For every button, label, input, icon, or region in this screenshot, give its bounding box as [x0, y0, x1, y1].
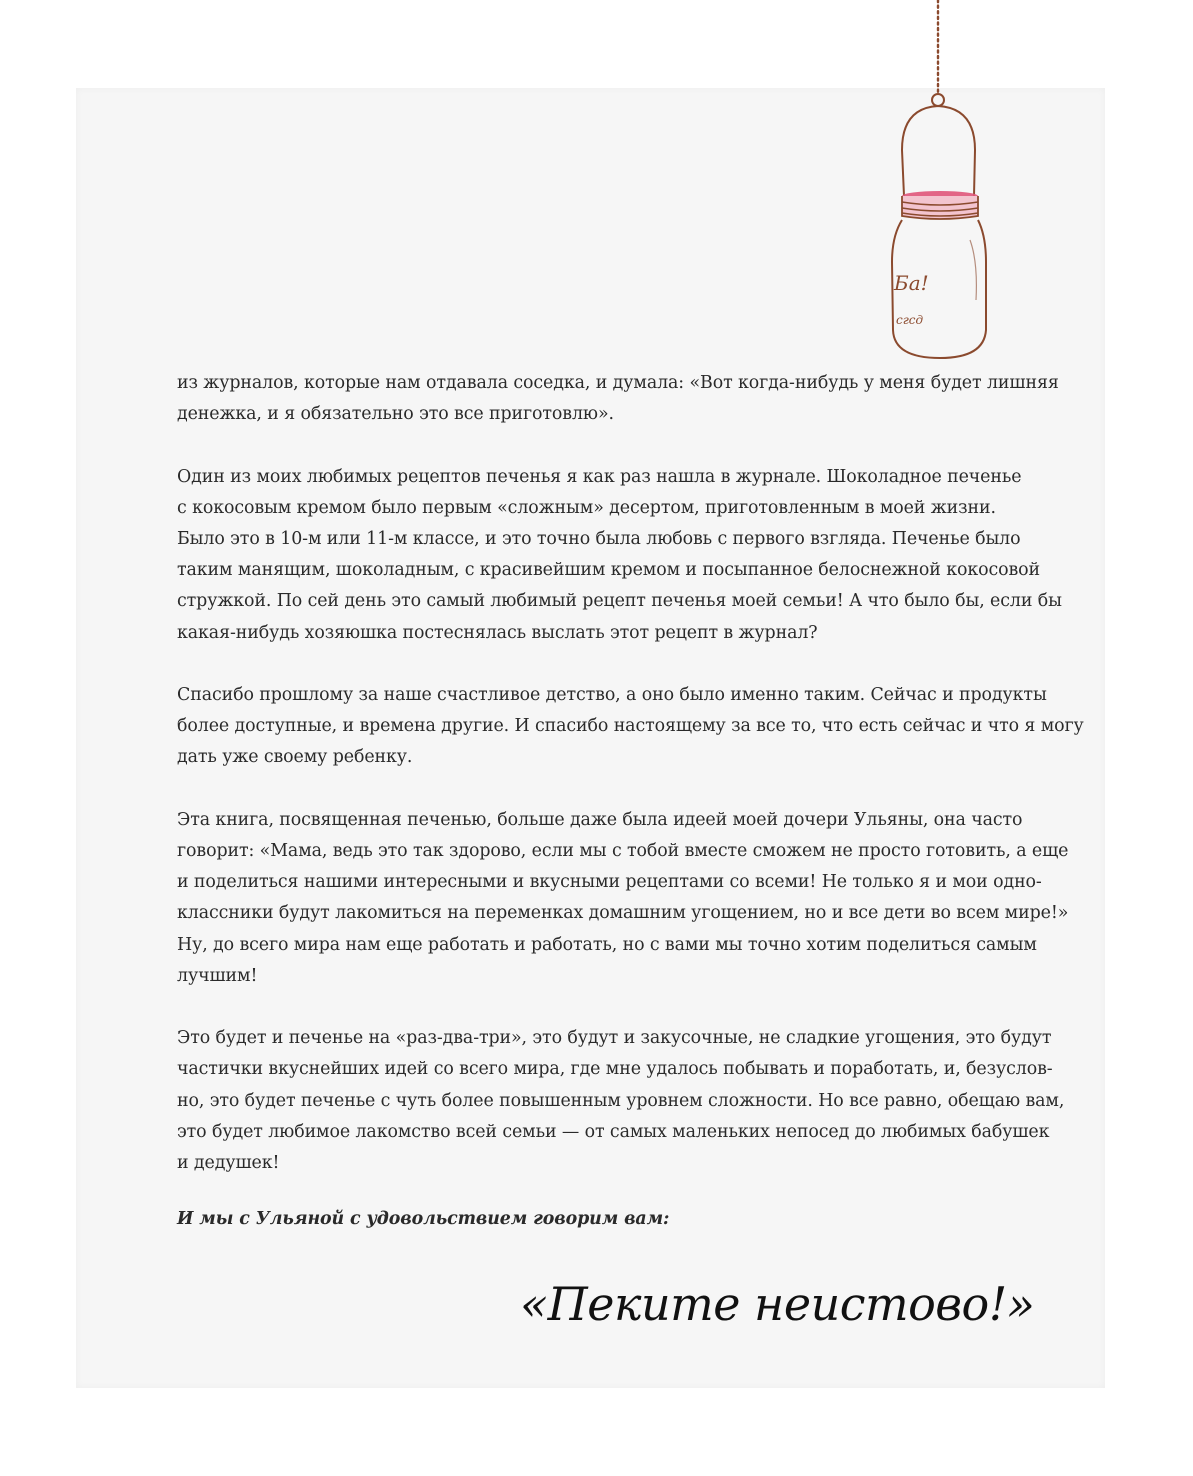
paragraph-line: и поделиться нашими интересными и вкусными рецептами со всеми! Не только я и мои одно- — [177, 872, 1042, 893]
paragraph-line: более доступные, и времена другие. И спасибо настоящему за все то, что есть сейчас и что я могу — [177, 716, 1084, 737]
body-text — [177, 368, 1084, 1267]
jar-label-2: сгсд — [896, 313, 924, 327]
paragraph-line: частички вкуснейших идей со всего мира, где мне удалось побывать и поработать, и, безуслов- — [177, 1059, 1053, 1080]
paragraph-line: стружкой. По сей день это самый любимый рецепт печенья моей семьи! А что было бы, если бы — [177, 591, 1062, 612]
paragraph-line: из журналов, которые нам отдавала соседка, и думала: «Вот когда-нибудь у меня будет лишняя — [177, 373, 1059, 393]
paragraph-line: классники будут лакомиться на переменках домашним угощением, но и все дети во всем мире!» — [177, 903, 1069, 924]
paragraph-line: Было это в 10-м или 11-м классе, и это точно была любовь с первого взгляда. Печенье было — [177, 529, 1021, 549]
paragraph-1 — [177, 368, 1059, 430]
paragraph-line: но, это будет печенье с чуть более повышенным уровнем сложности. Но все равно, обещаю вам, — [177, 1090, 1065, 1111]
paragraph-line: говорит: «Мама, ведь это так здорово, если мы с тобой вместе сможем не просто готовить, а еще — [177, 841, 1069, 861]
paragraph-line: какая-нибудь хозяюшка постеснялась выслать этот рецепт в журнал? — [177, 622, 818, 643]
paragraph-line: и дедушек! — [177, 1153, 280, 1174]
paragraph-line: денежка, и я обязательно это все приготовлю». — [177, 404, 614, 425]
paragraph-line: лучшим! — [177, 965, 258, 986]
paragraph-line: Спасибо прошлому за наше счастливое детство, а оно было именно таким. Сейчас и продукты — [177, 685, 1047, 705]
paragraph-line: Это будет и печенье на «раз-два-три», это будут и закусочные, не сладкие угощения, это будут — [177, 1028, 1052, 1049]
paragraph-2 — [177, 462, 1062, 649]
paragraph-5 — [177, 1023, 1065, 1179]
paragraph-line: Один из моих любимых рецептов печенья я как раз нашла в журнале. Шоколадное печенье — [177, 466, 1022, 487]
paragraph-4 — [177, 805, 1069, 992]
paragraph-line: дать уже своему ребенку. — [177, 747, 413, 768]
paragraph-line: это будет любимое лакомство всей семьи — от самых маленьких непосед до любимых бабушек — [177, 1121, 1050, 1142]
closing-line: И мы с Ульяной с удовольствием говорим вам: — [177, 1209, 670, 1230]
jar-label-1: Ба! — [894, 271, 929, 295]
signature-slogan: «Пеките неистово!» — [520, 1277, 1035, 1331]
hanging-jar-illustration — [880, 0, 1000, 370]
paragraph-line: с кокосовым кремом было первым «сложным» десертом, приготовленным в моей жизни. — [177, 497, 996, 518]
paragraph-line: Эта книга, посвященная печенью, больше даже была идеей моей дочери Ульяны, она часто — [177, 809, 1023, 830]
paragraph-line: Ну, до всего мира нам еще работать и работать, но с вами мы точно хотим поделиться самым — [177, 934, 1037, 955]
paragraph-3 — [177, 680, 1084, 774]
paragraph-line: таким манящим, шоколадным, с красивейшим кремом и посыпанное белоснежной кокосовой — [177, 560, 1041, 581]
